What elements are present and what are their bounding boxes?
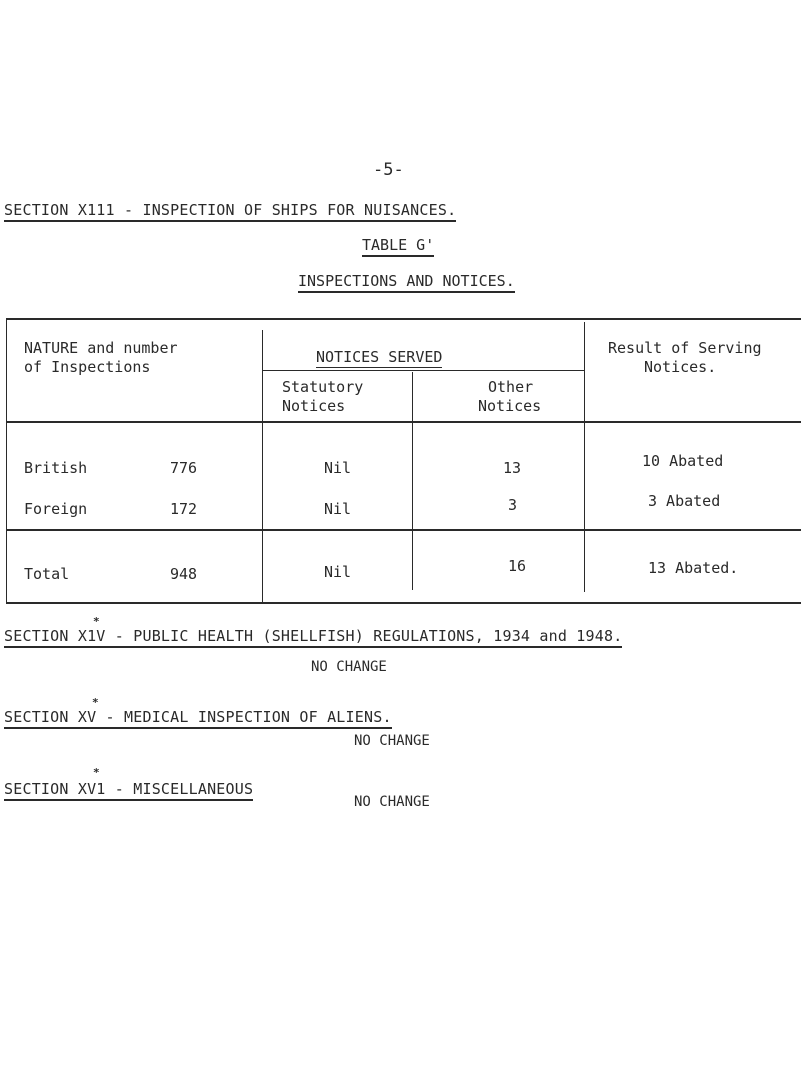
total-result: 13 Abated. <box>648 559 739 577</box>
col-divider-other <box>584 322 585 592</box>
page-number: -5- <box>373 160 404 180</box>
total-statutory: Nil <box>324 563 352 581</box>
table-subtitle-text: INSPECTIONS AND NOTICES. <box>298 272 515 293</box>
section-16-status: NO CHANGE <box>354 794 430 810</box>
section-16-star: * <box>93 766 100 779</box>
section-13-heading-text: SECTION X111 - INSPECTION OF SHIPS FOR NUISANCES. <box>4 201 456 222</box>
section-16-heading-text: SECTION XV1 - MISCELLANEOUS <box>4 780 253 801</box>
header-other-line1: Other <box>488 378 534 396</box>
col-divider-nature <box>262 330 263 602</box>
row-number: 776 <box>170 459 198 477</box>
header-nature-line2: of Inspections <box>24 358 151 376</box>
section-15-star: * <box>92 696 99 709</box>
header-notices-served <box>316 348 442 366</box>
table-bottom-border <box>6 602 801 604</box>
table-title-text: TABLE G' <box>362 236 434 257</box>
body-bottom-border <box>6 529 801 531</box>
row-other: 3 <box>508 496 518 514</box>
header-nature-line1: NATURE and number <box>24 339 178 357</box>
section-15-heading <box>4 708 392 726</box>
header-notices-served-text: NOTICES SERVED <box>316 348 443 366</box>
table-top-border <box>6 318 801 320</box>
total-nature: Total <box>24 565 70 583</box>
section-16-heading <box>4 780 253 798</box>
section-15-status: NO CHANGE <box>354 733 430 749</box>
notices-served-underline <box>262 370 584 371</box>
section-14-heading-text: SECTION X1V - PUBLIC HEALTH (SHELLFISH) REGULATIONS, 1934 and 1948. <box>4 627 622 648</box>
row-nature: Foreign <box>24 500 88 518</box>
header-bottom-border <box>6 421 801 423</box>
total-other: 16 <box>508 557 527 575</box>
section-14-heading <box>4 627 622 645</box>
row-nature: British <box>24 459 88 477</box>
row-statutory: Nil <box>324 459 352 477</box>
row-number: 172 <box>170 500 198 518</box>
total-number: 948 <box>170 565 198 583</box>
header-statutory-line1: Statutory <box>282 378 364 396</box>
header-other-line2: Notices <box>478 397 542 415</box>
row-result: 3 Abated <box>648 492 721 510</box>
header-statutory-line2: Notices <box>282 397 346 415</box>
section-14-status: NO CHANGE <box>311 659 387 675</box>
row-result: 10 Abated <box>642 452 724 470</box>
section-14-star: * <box>93 615 100 628</box>
table-left-border <box>6 318 7 604</box>
header-result-line2: Notices. <box>644 358 717 376</box>
header-result-line1: Result of Serving <box>608 339 762 357</box>
row-statutory: Nil <box>324 500 352 518</box>
row-other: 13 <box>503 459 522 477</box>
col-divider-statutory <box>412 372 413 590</box>
section-15-heading-text: SECTION XV - MEDICAL INSPECTION OF ALIENS. <box>4 708 392 729</box>
